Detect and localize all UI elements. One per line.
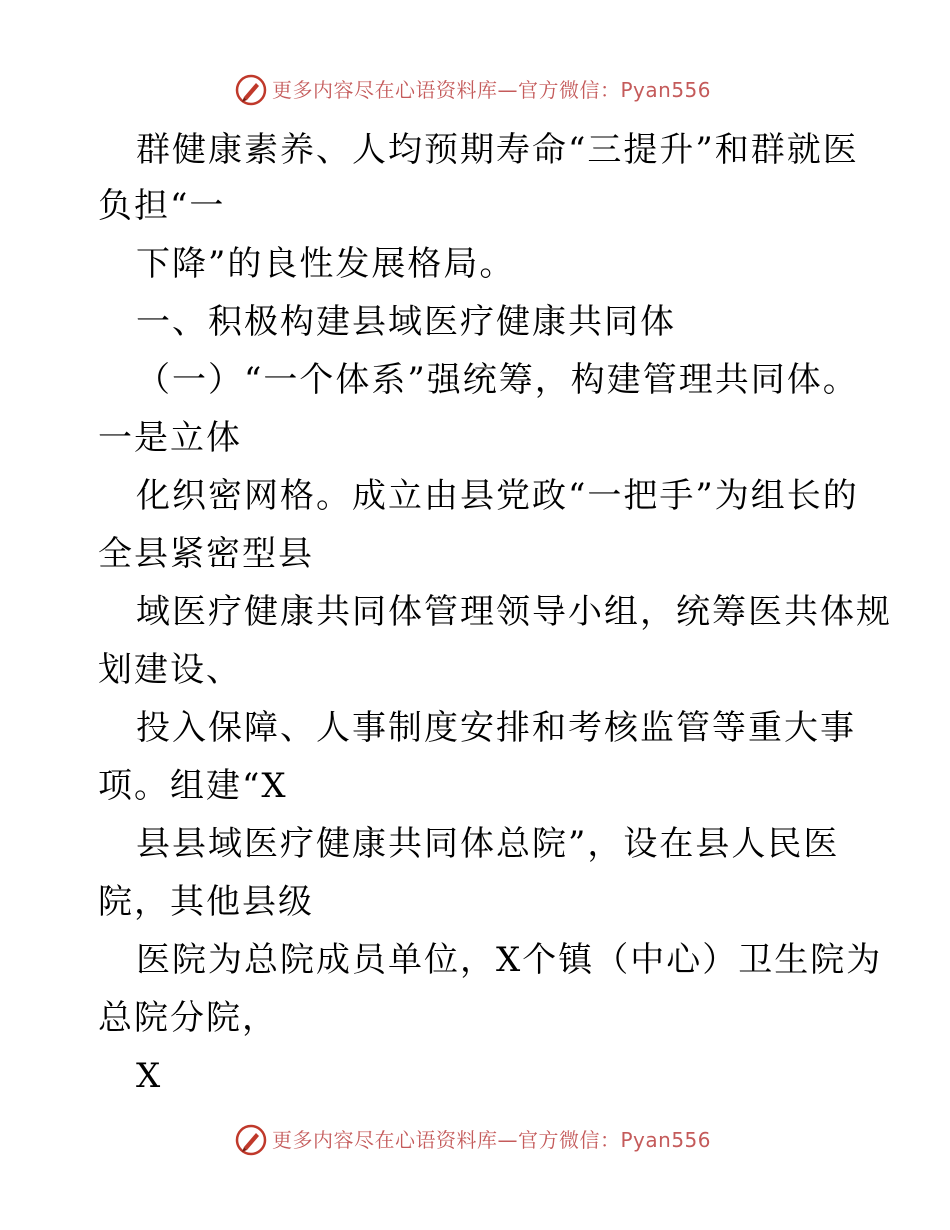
text-line: 化织密网格。成立由县党政“一把手”为组长的 [136,476,859,516]
header-watermark-banner [0,70,950,110]
section-heading: 一、积极构建县域医疗健康共同体 [136,302,676,342]
pen-logo-icon [234,73,268,107]
text-line: 划建设、 [98,650,242,690]
pen-logo-icon [234,1123,268,1157]
text-line: X [136,1056,163,1096]
text-line: 域医疗健康共同体管理领导小组，统筹医共体规 [136,592,892,632]
text-line: 医院为总院成员单位，X个镇（中心）卫生院为 [136,940,883,980]
text-line: 下降”的良性发展格局。 [136,244,516,284]
text-line: 县县域医疗健康共同体总院”，设在县人民医 [136,824,840,864]
watermark-text: 更多内容尽在心语资料库—官方微信：Pyan556 [272,1128,712,1152]
text-line: 群健康素养、人均预期寿命“三提升”和群就医 [136,130,859,170]
text-line: 一是立体 [98,418,242,458]
text-line: （一）“一个体系”强统筹，构建管理共同体。 [136,360,859,400]
text-line: 项。组建“X [98,766,288,806]
watermark-text: 更多内容尽在心语资料库—官方微信：Pyan556 [272,78,712,102]
footer-watermark-banner [0,1120,950,1160]
text-line: 全县紧密型县 [98,534,314,574]
text-line: 投入保障、人事制度安排和考核监管等重大事 [136,708,856,748]
text-line: 院，其他县级 [98,882,314,922]
text-line: 总院分院， [98,998,278,1038]
text-line: 负担“一 [98,186,226,226]
